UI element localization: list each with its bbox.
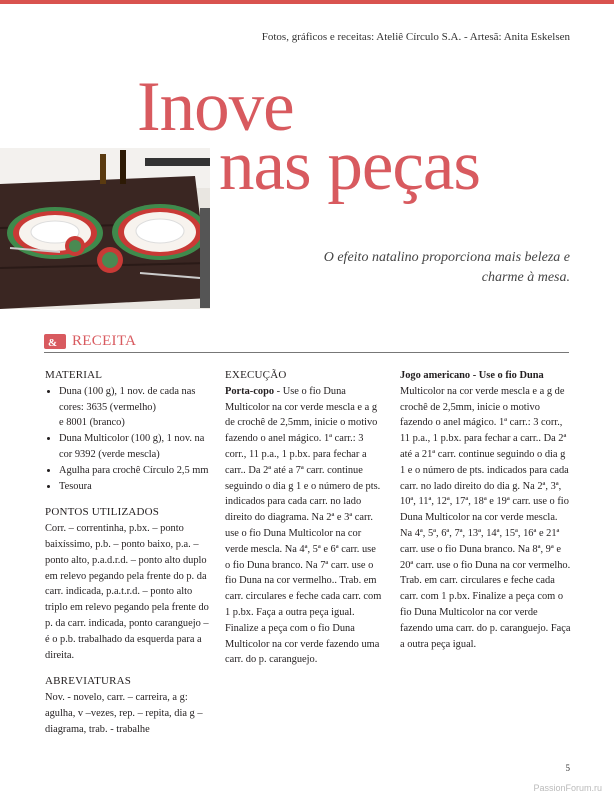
- title-line-2: nas peças: [219, 127, 481, 205]
- material-heading: MATERIAL: [45, 369, 103, 381]
- porta-copo-label: Porta-copo: [225, 385, 275, 397]
- recipe-label: RECEITA: [72, 333, 137, 349]
- material-item: • Duna Multicolor (100 g), 1 nov. na cor 9392 (verde mescla): [59, 431, 215, 463]
- watermark: PassionForum.ru: [533, 783, 602, 793]
- recipe-logo-icon: [44, 334, 66, 349]
- porta-copo-instructions: [225, 384, 383, 668]
- material-item: • Agulha para crochê Círculo 2,5 mm: [59, 463, 215, 479]
- placemat-label: Jogo americano - Use o fio Duna: [400, 370, 544, 381]
- photo-illustration: [0, 148, 210, 309]
- placemat-text: Multicolor na cor verde mescla e a g de crochê de 2,5mm, inicie o motivo fazendo o anel mágico. 1ª carr.: 3 corr., 11 p.a., 1 p.bx. para fechar a carr.. Da 2ª até a 21ª carr. continue seguindo o dia g 1 e o número de pts. indicados para cada carr. no lado direito do dia g. Na 2ª, 3ª, 10ª, 11ª, 12ª, 17ª, 18ª e 19ª carr. use o fio Duna Multicolor na cor verde mescla. Na 4ª, 5ª, 6ª, 7ª, 13ª, 14ª, 15ª, 16ª e 21ª carr. use o fio Duna branco. Na 8ª, 9ª e 20ª carr. use o fio Duna na cor vermelho. Trab. em carr. circulares e feche cada carr. com 1 p.bx. Finalize a peça com o fio Duna Multicolor na cor verde fazendo uma carr. do p. caranguejo. Faça a outra peça igual.: [400, 385, 571, 650]
- porta-copo-text: - Use o fio Duna Multicolor na cor verde mescla e a g de crochê de 2,5mm, inicie o motivo fazendo o anel mágico. 1ª carr.: 3 corr., 11 p.a., 1 p.bx. para fechar a carr.. Da 2ª até a 7ª carr. continue seguindo o dia g 1 e o número de pts. indicados para cada carr. no lado direito do diagrama. Na 2ª e 3ª carr. use o fio Duna Multicolor na cor verde mescla. Na 4ª, 5ª e 6ª carr. use o fio Duna branco. Na 7ª carr. use o fio Duna na cor vermelho.. Trab. em carr. circulares e feche cada carr. com 1 p.bx. Faça a outra peça igual. Finalize a peça com o fio Duna Multicolor na cor verde fazendo uma carr. do p. caranguejo.: [225, 385, 382, 666]
- material-item-continued: e 8001 (branco): [59, 417, 125, 429]
- material-list-rest: [45, 431, 215, 494]
- abreviaturas-text: Nov. - novelo, carr. – carreira, a g: agulha, v –vezes, rep. – repita, dia g – diagrama, trab. - trabalhe: [45, 692, 203, 735]
- section-divider: [44, 352, 569, 353]
- abreviaturas-heading: ABREVIATURAS: [45, 675, 132, 688]
- placemat-instructions: [400, 368, 572, 652]
- material-item: • Tesoura: [59, 479, 215, 495]
- column-materials: [45, 368, 215, 738]
- recipe-header: [44, 333, 136, 350]
- svg-text:&: &: [48, 337, 58, 349]
- credits-line: Fotos, gráficos e receitas: Ateliê Círculo S.A. - Artesã: Anita Eskelsen: [261, 31, 570, 43]
- top-accent-bar: [0, 0, 614, 4]
- material-item: • Duna (100 g), 1 nov. de cada nas cores: 3635 (vermelho): [59, 384, 215, 416]
- subtitle: O efeito natalino proporciona mais beleza e charme à mesa.: [323, 250, 570, 285]
- pontos-heading: PONTOS UTILIZADOS: [45, 506, 160, 519]
- title-line-1: Inove: [137, 68, 294, 146]
- table-setting-photo: [0, 148, 210, 309]
- page-number: 5: [565, 763, 570, 773]
- column-placemat: [400, 368, 572, 652]
- material-list: [45, 384, 215, 416]
- pontos-text: Corr. – correntinha, p.bx. – ponto baixíssimo, p.b. – ponto baixo, p.a. – ponto alto, p.a.d.r.d. – ponto alto duplo em relevo pegando pela frente do p. da carr. indicada, p.a.t.r.d. – ponto alto triplo em relevo pegando pela frente do p. da carr. indicada, ponto caranguejo – é o p.b. trabalhado da esquerda para a direita.: [45, 523, 209, 661]
- column-execution: [225, 368, 383, 668]
- execution-heading: EXECUÇÃO: [225, 369, 287, 381]
